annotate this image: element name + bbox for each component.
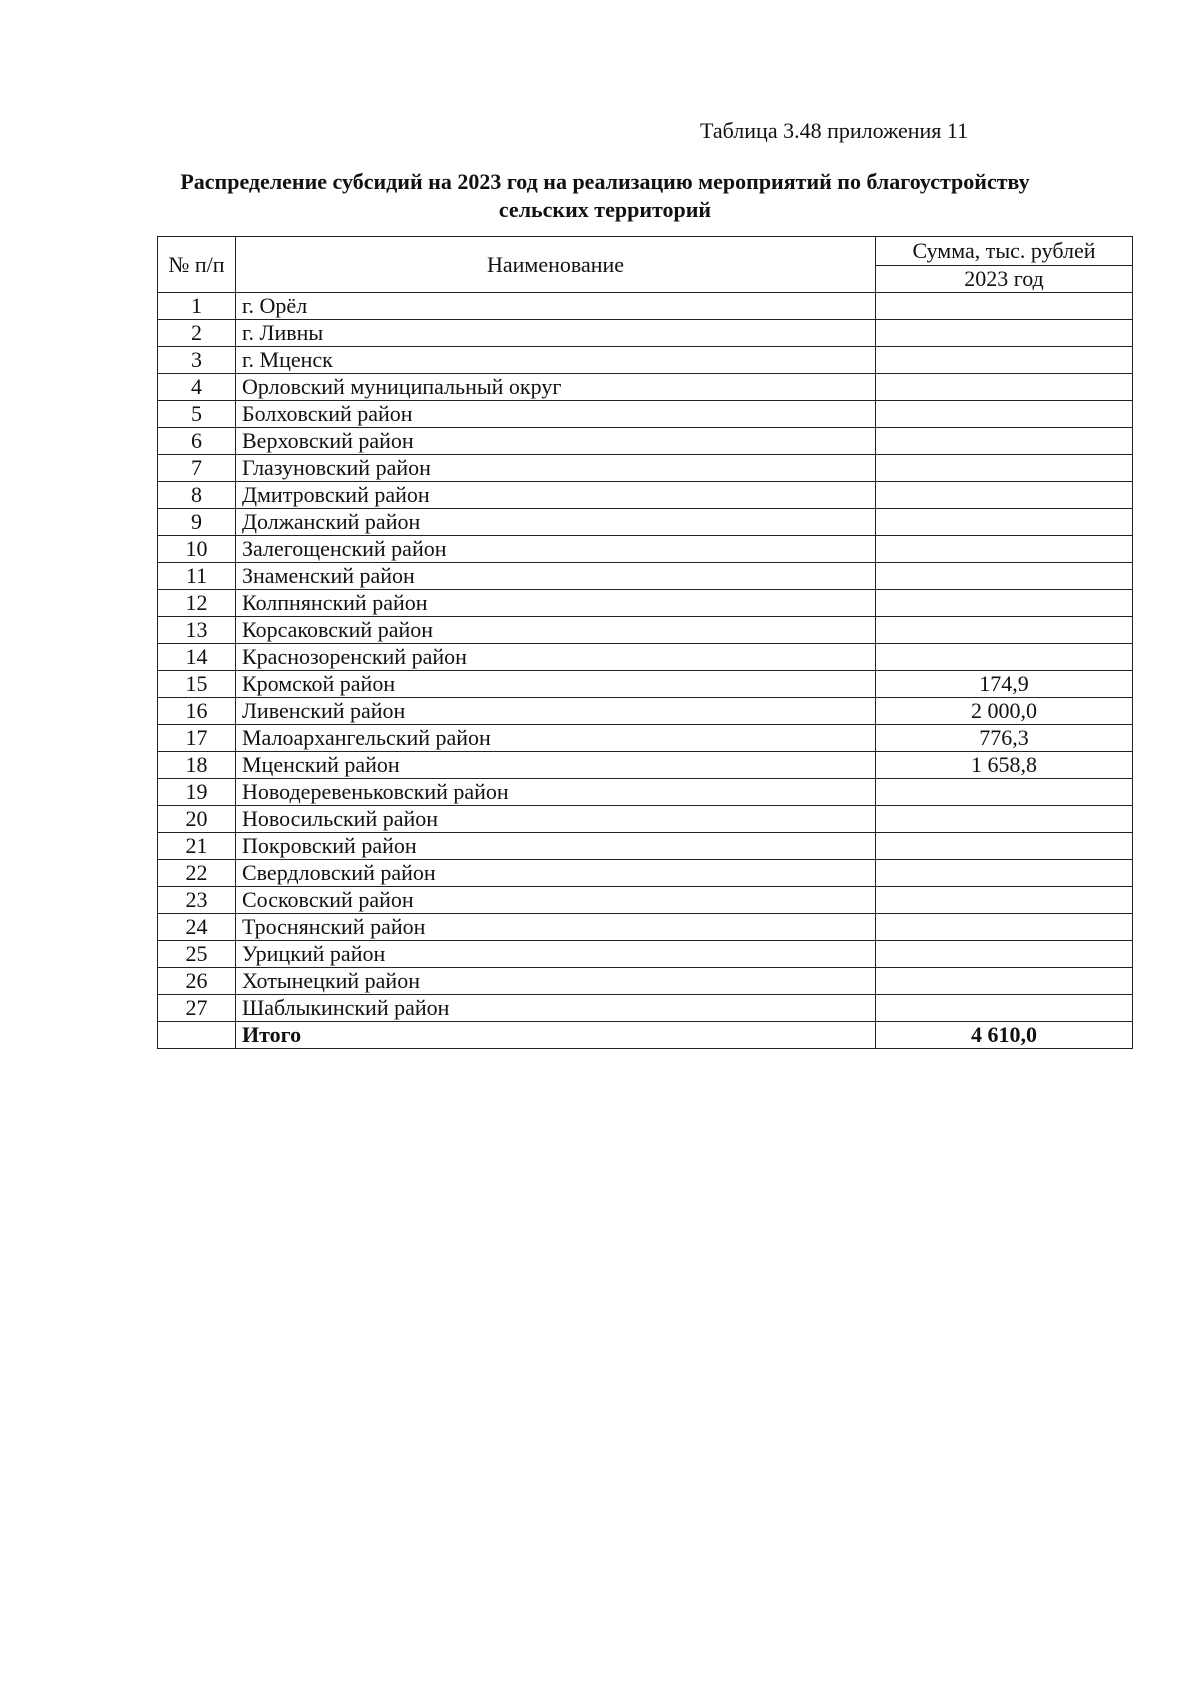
row-num: 11 xyxy=(158,563,236,590)
table-row xyxy=(158,563,1133,590)
row-num: 16 xyxy=(158,698,236,725)
row-sum xyxy=(876,590,1133,617)
total-num xyxy=(158,1022,236,1049)
row-num: 21 xyxy=(158,833,236,860)
row-name: Сосковский район xyxy=(236,887,876,914)
table-row xyxy=(158,941,1133,968)
row-num: 15 xyxy=(158,671,236,698)
table-row xyxy=(158,644,1133,671)
row-sum xyxy=(876,806,1133,833)
row-name: Малоархангельский район xyxy=(236,725,876,752)
table-row xyxy=(158,509,1133,536)
row-num: 2 xyxy=(158,320,236,347)
row-sum xyxy=(876,374,1133,401)
row-name: Покровский район xyxy=(236,833,876,860)
document-title: Распределение субсидий на 2023 год на реализацию мероприятий по благоустройству сельских территорий xyxy=(180,169,1030,222)
row-sum xyxy=(876,563,1133,590)
row-name: Мценский район xyxy=(236,752,876,779)
table-row xyxy=(158,779,1133,806)
row-name: Знаменский район xyxy=(236,563,876,590)
table-row xyxy=(158,536,1133,563)
row-num: 24 xyxy=(158,914,236,941)
row-name: Корсаковский район xyxy=(236,617,876,644)
table-row xyxy=(158,752,1133,779)
row-sum xyxy=(876,401,1133,428)
table-row xyxy=(158,671,1133,698)
row-num: 1 xyxy=(158,293,236,320)
row-num: 19 xyxy=(158,779,236,806)
row-name: Троснянский район xyxy=(236,914,876,941)
table-row xyxy=(158,347,1133,374)
table-caption: Таблица 3.48 приложения 11 xyxy=(700,118,969,143)
row-sum xyxy=(876,644,1133,671)
row-name: Новосильский район xyxy=(236,806,876,833)
table-row xyxy=(158,590,1133,617)
row-sum xyxy=(876,293,1133,320)
row-sum xyxy=(876,428,1133,455)
row-num: 22 xyxy=(158,860,236,887)
row-name: Свердловский район xyxy=(236,860,876,887)
table-row xyxy=(158,428,1133,455)
table-row xyxy=(158,698,1133,725)
row-num: 27 xyxy=(158,995,236,1022)
row-num: 3 xyxy=(158,347,236,374)
row-num: 4 xyxy=(158,374,236,401)
subsidy-table xyxy=(157,236,1133,1049)
row-name: Дмитровский район xyxy=(236,482,876,509)
table-row xyxy=(158,968,1133,995)
row-num: 20 xyxy=(158,806,236,833)
row-name: Верховский район xyxy=(236,428,876,455)
table-header-row xyxy=(158,237,1133,266)
row-name: Залегощенский район xyxy=(236,536,876,563)
total-label: Итого xyxy=(236,1022,876,1049)
row-sum xyxy=(876,941,1133,968)
row-num: 13 xyxy=(158,617,236,644)
row-name: г. Орёл xyxy=(236,293,876,320)
row-num: 14 xyxy=(158,644,236,671)
row-sum xyxy=(876,860,1133,887)
row-num: 8 xyxy=(158,482,236,509)
table-row xyxy=(158,860,1133,887)
row-num: 26 xyxy=(158,968,236,995)
table-row xyxy=(158,401,1133,428)
row-sum xyxy=(876,914,1133,941)
table-row xyxy=(158,374,1133,401)
row-sum xyxy=(876,320,1133,347)
row-sum xyxy=(876,347,1133,374)
table-row xyxy=(158,995,1133,1022)
row-sum xyxy=(876,536,1133,563)
header-name: Наименование xyxy=(236,237,876,293)
row-num: 23 xyxy=(158,887,236,914)
table-row xyxy=(158,455,1133,482)
row-name: Колпнянский район xyxy=(236,590,876,617)
row-sum: 174,9 xyxy=(876,671,1133,698)
row-sum xyxy=(876,455,1133,482)
row-num: 18 xyxy=(158,752,236,779)
row-num: 5 xyxy=(158,401,236,428)
row-name: Ливенский район xyxy=(236,698,876,725)
row-num: 25 xyxy=(158,941,236,968)
row-name: г. Мценск xyxy=(236,347,876,374)
row-num: 10 xyxy=(158,536,236,563)
table-row xyxy=(158,887,1133,914)
header-year: 2023 год xyxy=(876,266,1133,293)
row-sum xyxy=(876,887,1133,914)
row-sum: 2 000,0 xyxy=(876,698,1133,725)
table-body xyxy=(158,293,1133,1049)
table-row xyxy=(158,320,1133,347)
row-num: 17 xyxy=(158,725,236,752)
table-row xyxy=(158,617,1133,644)
total-sum: 4 610,0 xyxy=(876,1022,1133,1049)
row-num: 7 xyxy=(158,455,236,482)
row-num: 12 xyxy=(158,590,236,617)
row-sum: 776,3 xyxy=(876,725,1133,752)
row-sum xyxy=(876,995,1133,1022)
row-sum xyxy=(876,482,1133,509)
row-sum xyxy=(876,509,1133,536)
table-row xyxy=(158,833,1133,860)
row-name: Кромской район xyxy=(236,671,876,698)
table-total-row xyxy=(158,1022,1133,1049)
row-name: Глазуновский район xyxy=(236,455,876,482)
row-name: Краснозоренский район xyxy=(236,644,876,671)
row-sum: 1 658,8 xyxy=(876,752,1133,779)
header-num: № п/п xyxy=(158,237,236,293)
row-name: Орловский муниципальный округ xyxy=(236,374,876,401)
table-row xyxy=(158,725,1133,752)
row-num: 9 xyxy=(158,509,236,536)
row-name: г. Ливны xyxy=(236,320,876,347)
row-name: Хотынецкий район xyxy=(236,968,876,995)
row-sum xyxy=(876,833,1133,860)
row-name: Болховский район xyxy=(236,401,876,428)
row-name: Шаблыкинский район xyxy=(236,995,876,1022)
row-sum xyxy=(876,617,1133,644)
table-row xyxy=(158,914,1133,941)
table-row xyxy=(158,806,1133,833)
row-num: 6 xyxy=(158,428,236,455)
row-sum xyxy=(876,968,1133,995)
row-name: Урицкий район xyxy=(236,941,876,968)
row-name: Новодеревеньковский район xyxy=(236,779,876,806)
row-name: Должанский район xyxy=(236,509,876,536)
header-sum: Сумма, тыс. рублей xyxy=(876,237,1133,266)
row-sum xyxy=(876,779,1133,806)
table-row xyxy=(158,293,1133,320)
table-row xyxy=(158,482,1133,509)
